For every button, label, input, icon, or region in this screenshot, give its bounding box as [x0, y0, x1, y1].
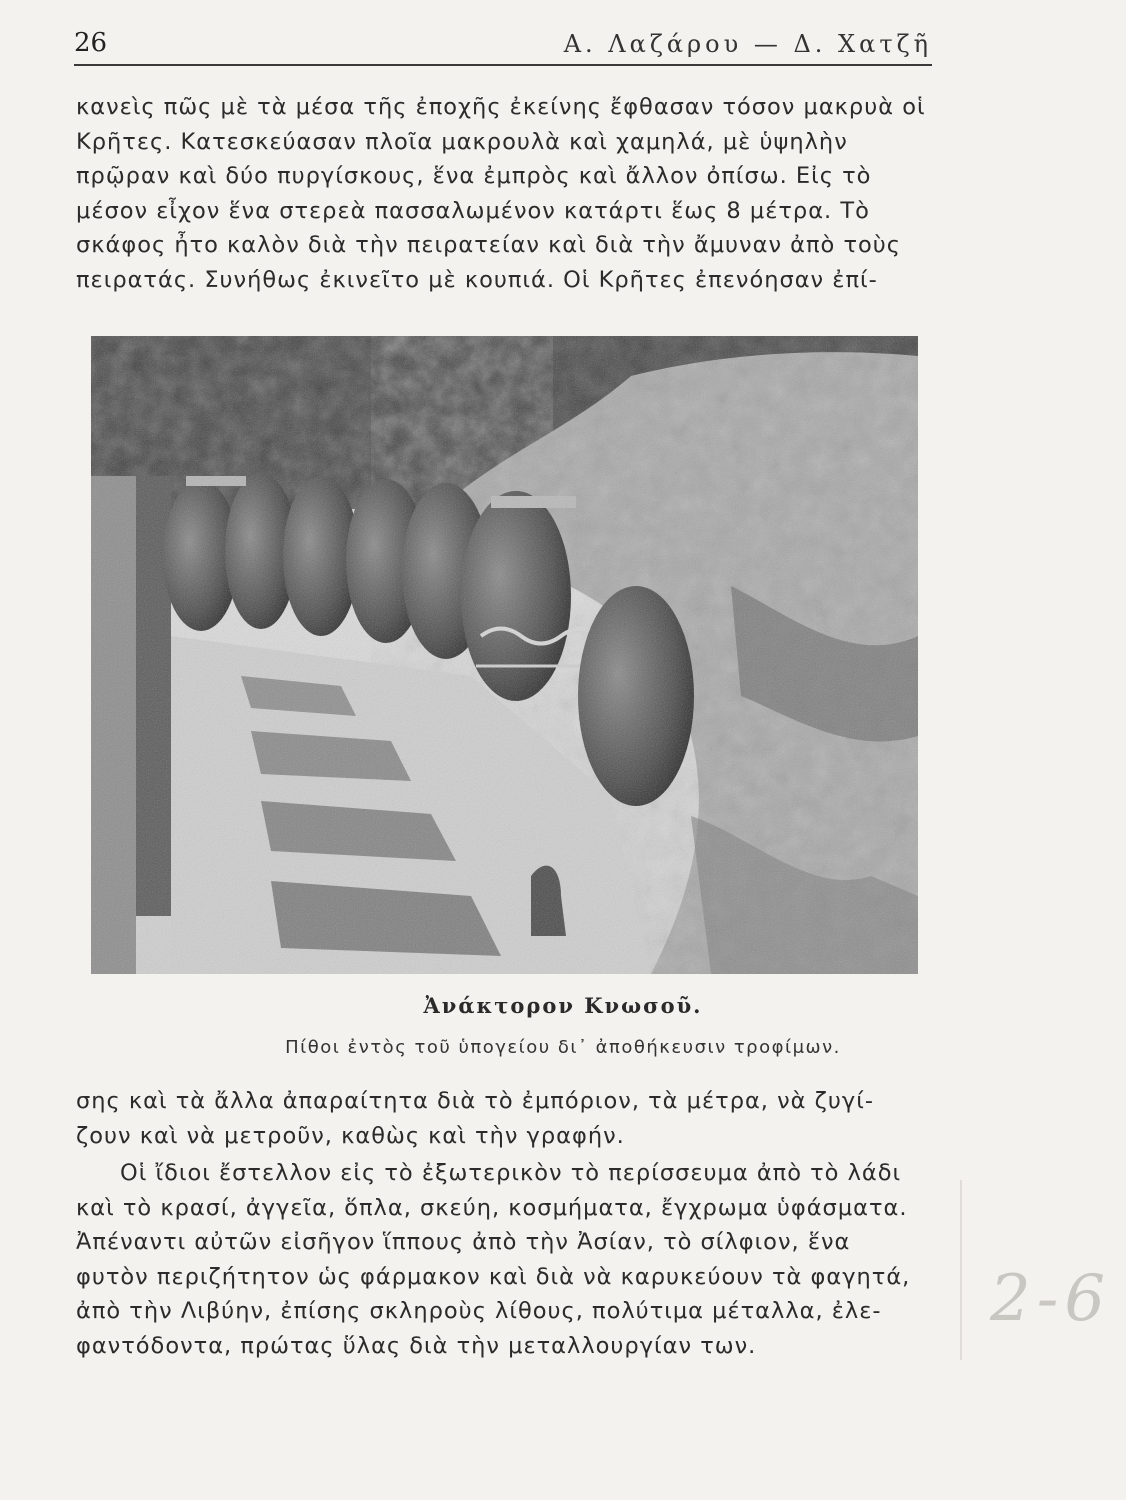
text-line: ἀπὸ τὴν Λιβύην, ἐπίσης σκληροὺς λίθους, πολύτιμα μέταλλα, ἐλε- [76, 1298, 882, 1324]
text-line: ζουν καὶ νὰ μετροῦν, καθὼς καὶ τὴν γραφήν. [76, 1122, 625, 1149]
knossos-pithoi-photo [91, 336, 918, 974]
page-number: 26 [74, 28, 108, 58]
paragraph-2 [76, 1084, 936, 1153]
text-line: κανεὶς πῶς μὲ τὰ μέσα τῆς ἐποχῆς ἐκείνης ἔφθασαν τόσον μακρυὰ οἱ [76, 94, 926, 120]
text-line: σκάφος ἦτο καλὸν διὰ τὴν πειρατείαν καὶ διὰ τὴν ἄμυναν ἀπὸ τοὺς [76, 232, 902, 258]
figure-caption-subtitle: Πίθοι ἐντὸς τοῦ ὑπογείου δι᾽ ἀποθήκευσιν τροφίμων. [285, 1037, 841, 1058]
text-line: πρῷραν καὶ δύο πυργίσκους, ἕνα ἐμπρὸς καὶ ἄλλον ὀπίσω. Εἰς τὸ [76, 163, 872, 189]
photo-illustration [91, 336, 918, 974]
text-line: καὶ τὸ κρασί, ἀγγεῖα, ὅπλα, σκεύη, κοσμήματα, ἔγχρωμα ὑφάσματα. [76, 1194, 908, 1221]
text-line: φαντόδοντα, πρώτας ὕλας διὰ τὴν μεταλλουργίαν των. [76, 1332, 757, 1359]
margin-rule [960, 1180, 962, 1360]
page-header [74, 26, 932, 66]
text-line: μέσον εἶχον ἕνα στερεὰ πασσαλωμένον κατάρτι ἕως 8 μέτρα. Τὸ [76, 197, 870, 224]
text-line: Κρῆτες. Κατεσκεύασαν πλοῖα μακρουλὰ καὶ χαμηλά, μὲ ὑψηλὴν [76, 128, 848, 155]
running-head: Α. Λαζάρου — Δ. Χατζῆ [563, 30, 932, 58]
paragraph-1 [76, 90, 936, 297]
text-line: φυτὸν περιζήτητον ὡς φάρμακον καὶ διὰ νὰ καρυκεύουν τὰ φαγητά, [76, 1263, 911, 1290]
handwritten-margin-note: 2-6 [990, 1262, 1112, 1336]
paragraph-3 [76, 1156, 936, 1363]
text-line: σης καὶ τὰ ἄλλα ἀπαραίτητα διὰ τὸ ἐμπόριον, τὰ μέτρα, νὰ ζυγί- [76, 1088, 874, 1114]
text-line: Οἱ ἴδιοι ἔστελλον εἰς τὸ ἐξωτερικὸν τὸ περίσσευμα ἀπὸ τὸ λάδι [120, 1160, 902, 1186]
figure-caption-title: Ἀνάκτορον Κνωσοῦ. [423, 993, 703, 1018]
text-line: πειρατάς. Συνήθως ἐκινεῖτο μὲ κουπιά. Οἱ Κρῆτες ἐπενόησαν ἐπί- [76, 266, 878, 293]
text-line: Ἀπέναντι αὐτῶν εἰσῆγον ἵππους ἀπὸ τὴν Ἀσίαν, τὸ σίλφιον, ἕνα [76, 1229, 851, 1255]
